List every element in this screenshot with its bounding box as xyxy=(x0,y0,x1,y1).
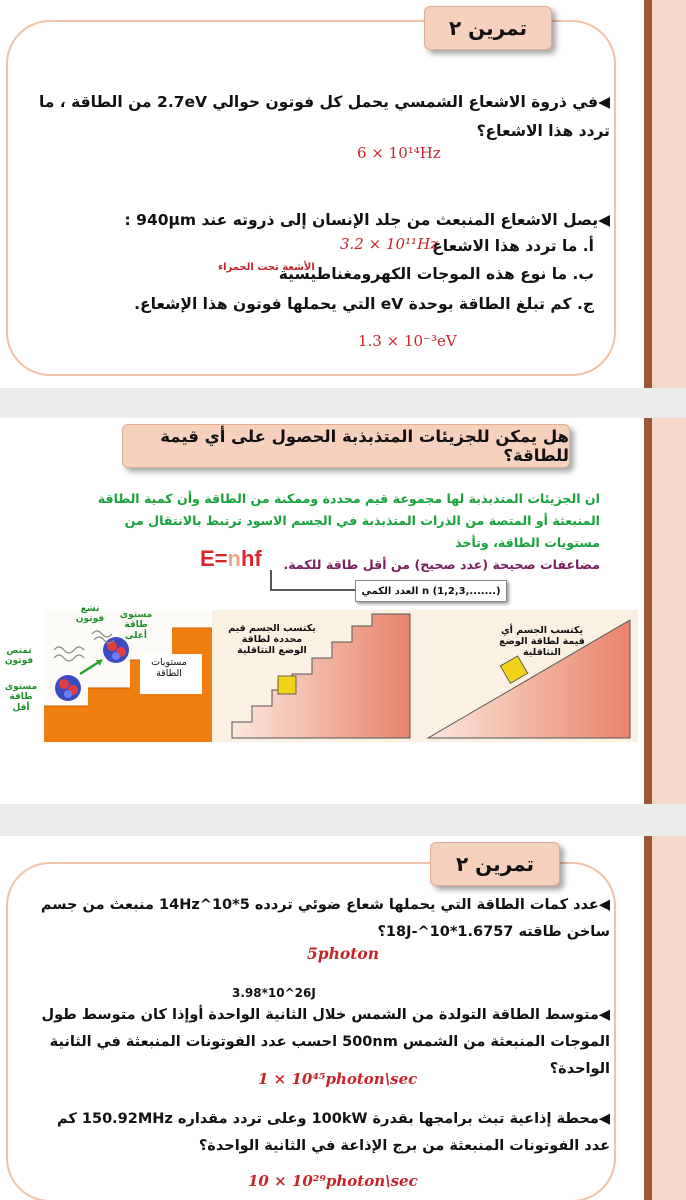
side-strip xyxy=(652,418,686,804)
bullet-icon: ◀ xyxy=(598,93,610,111)
side-line xyxy=(644,836,652,1200)
side-line xyxy=(644,0,652,388)
energy-levels-label: مستويات الطاقة xyxy=(151,657,187,679)
question-2b: ب. ما نوع هذه الموجات الكهرومغناطيسية xyxy=(278,265,594,283)
formula-part: n xyxy=(227,546,241,571)
question-text: عدد كمات الطاقة التي يحملها شعاع ضوئي تردده 5*10^14Hz منبعث من جسم ساخن طاقته 1.6757*10^-18J؟ xyxy=(40,897,610,940)
question-2c: ج. كم تبلغ الطاقة بوحدة eV التي يحملها فوتون هذا الإشعاع. xyxy=(134,295,594,313)
answer-2b: الأشعة تحت الحمراء xyxy=(218,262,315,273)
lower-level-label: مستوى طاقة أقل xyxy=(4,682,38,713)
question-text: في ذروة الاشعاع الشمسي يحمل كل فوتون حوالي 2.7eV من الطاقة ، ما تردد هذا الاشعاع؟ xyxy=(38,93,610,141)
exercise-panel xyxy=(6,20,616,376)
answer-2c: 1.3 × 10⁻³eV xyxy=(358,332,457,350)
side-strip xyxy=(652,836,686,1200)
ramp-caption: يكتسب الجسم أي قيمة لطاقة الوضع التثاقلية xyxy=(499,625,585,658)
question-text: يصل الاشعاع المنبعث من جلد الإنسان إلى ذروته عند 940μm : xyxy=(124,211,599,229)
question-1 xyxy=(40,892,610,946)
question-text: متوسط الطاقة التولدة من الشمس خلال الثانية الواحدة أوإذا كان متوسط طول الموجات المنبعثة من الشمس 500nm احسب عدد الفوتونات المنبعثة في الثانية الواحدة؟ xyxy=(41,1007,610,1077)
section-title: هل يمكن للجزيئات المتذبذبة الحصول على أي قيمة للطاقة؟ xyxy=(122,424,570,468)
side-strip xyxy=(652,0,686,388)
bullet-icon: ◀ xyxy=(598,211,610,229)
answer-1: 5photon xyxy=(307,944,379,963)
paragraph-text: ان الجزيئات المتذبذبة لها مجموعة قيم محددة وممكنة من الطاقة وأن كمية الطاقة المنبعثة أو المتصة من الذرات المتذبذبة في الجسم الاسود ترتبط بالانتقال من مستويات الطاقة، وتأخذ xyxy=(97,491,600,551)
explanation-paragraph xyxy=(90,488,600,576)
question-2a: أ. ما تردد هذا الاشعاع xyxy=(432,237,594,255)
bullet-icon: ◀ xyxy=(598,897,610,913)
quantum-number-label: n (1,2,3,.......) العدد الكمي xyxy=(355,580,507,602)
bullet-icon: ◀ xyxy=(598,1007,610,1023)
section-divider xyxy=(0,388,686,418)
answer-2a: 3.2 × 10¹¹Hz xyxy=(340,235,439,253)
stairs-caption: يكتسب الجسم قيم محددة لطاقة الوضع التثاقلية xyxy=(228,623,316,656)
formula xyxy=(200,546,262,572)
exercise-title: تمرين ٢ xyxy=(424,6,552,50)
higher-level-label: مستوى طاقة أعلى xyxy=(119,610,153,641)
question-3 xyxy=(30,1106,610,1160)
paragraph-text: مضاعفات صحيحة (عدد صحيح) من أقل طاقة للكمة. xyxy=(283,557,600,573)
side-line xyxy=(644,418,652,804)
bullet-icon: ◀ xyxy=(598,1111,610,1127)
question-1 xyxy=(20,88,610,147)
answer-2: 1 × 10⁴⁵photon\sec xyxy=(258,1070,418,1088)
section-divider xyxy=(0,804,686,836)
answer-1: 6 × 10¹⁴Hz xyxy=(357,144,441,162)
emit-label: تشع فوتون xyxy=(75,604,105,625)
formula-part: E= xyxy=(200,546,228,571)
absorb-label: تمتص فوتون xyxy=(4,646,34,667)
answer-3: 10 × 10²⁹photon\sec xyxy=(248,1172,418,1190)
formula-part: hf xyxy=(240,546,262,571)
energy-note: 3.98*10^26J xyxy=(232,986,316,1000)
question-text: محطة إذاعية تبث برامجها بقدرة 100kW وعلى تردد مقداره 150.92MHz كم عدد الفوتونات المنبعثة من برج الإذاعة في الثانية الواحدة؟ xyxy=(57,1111,610,1154)
exercise-title: تمرين ٢ xyxy=(430,842,560,886)
